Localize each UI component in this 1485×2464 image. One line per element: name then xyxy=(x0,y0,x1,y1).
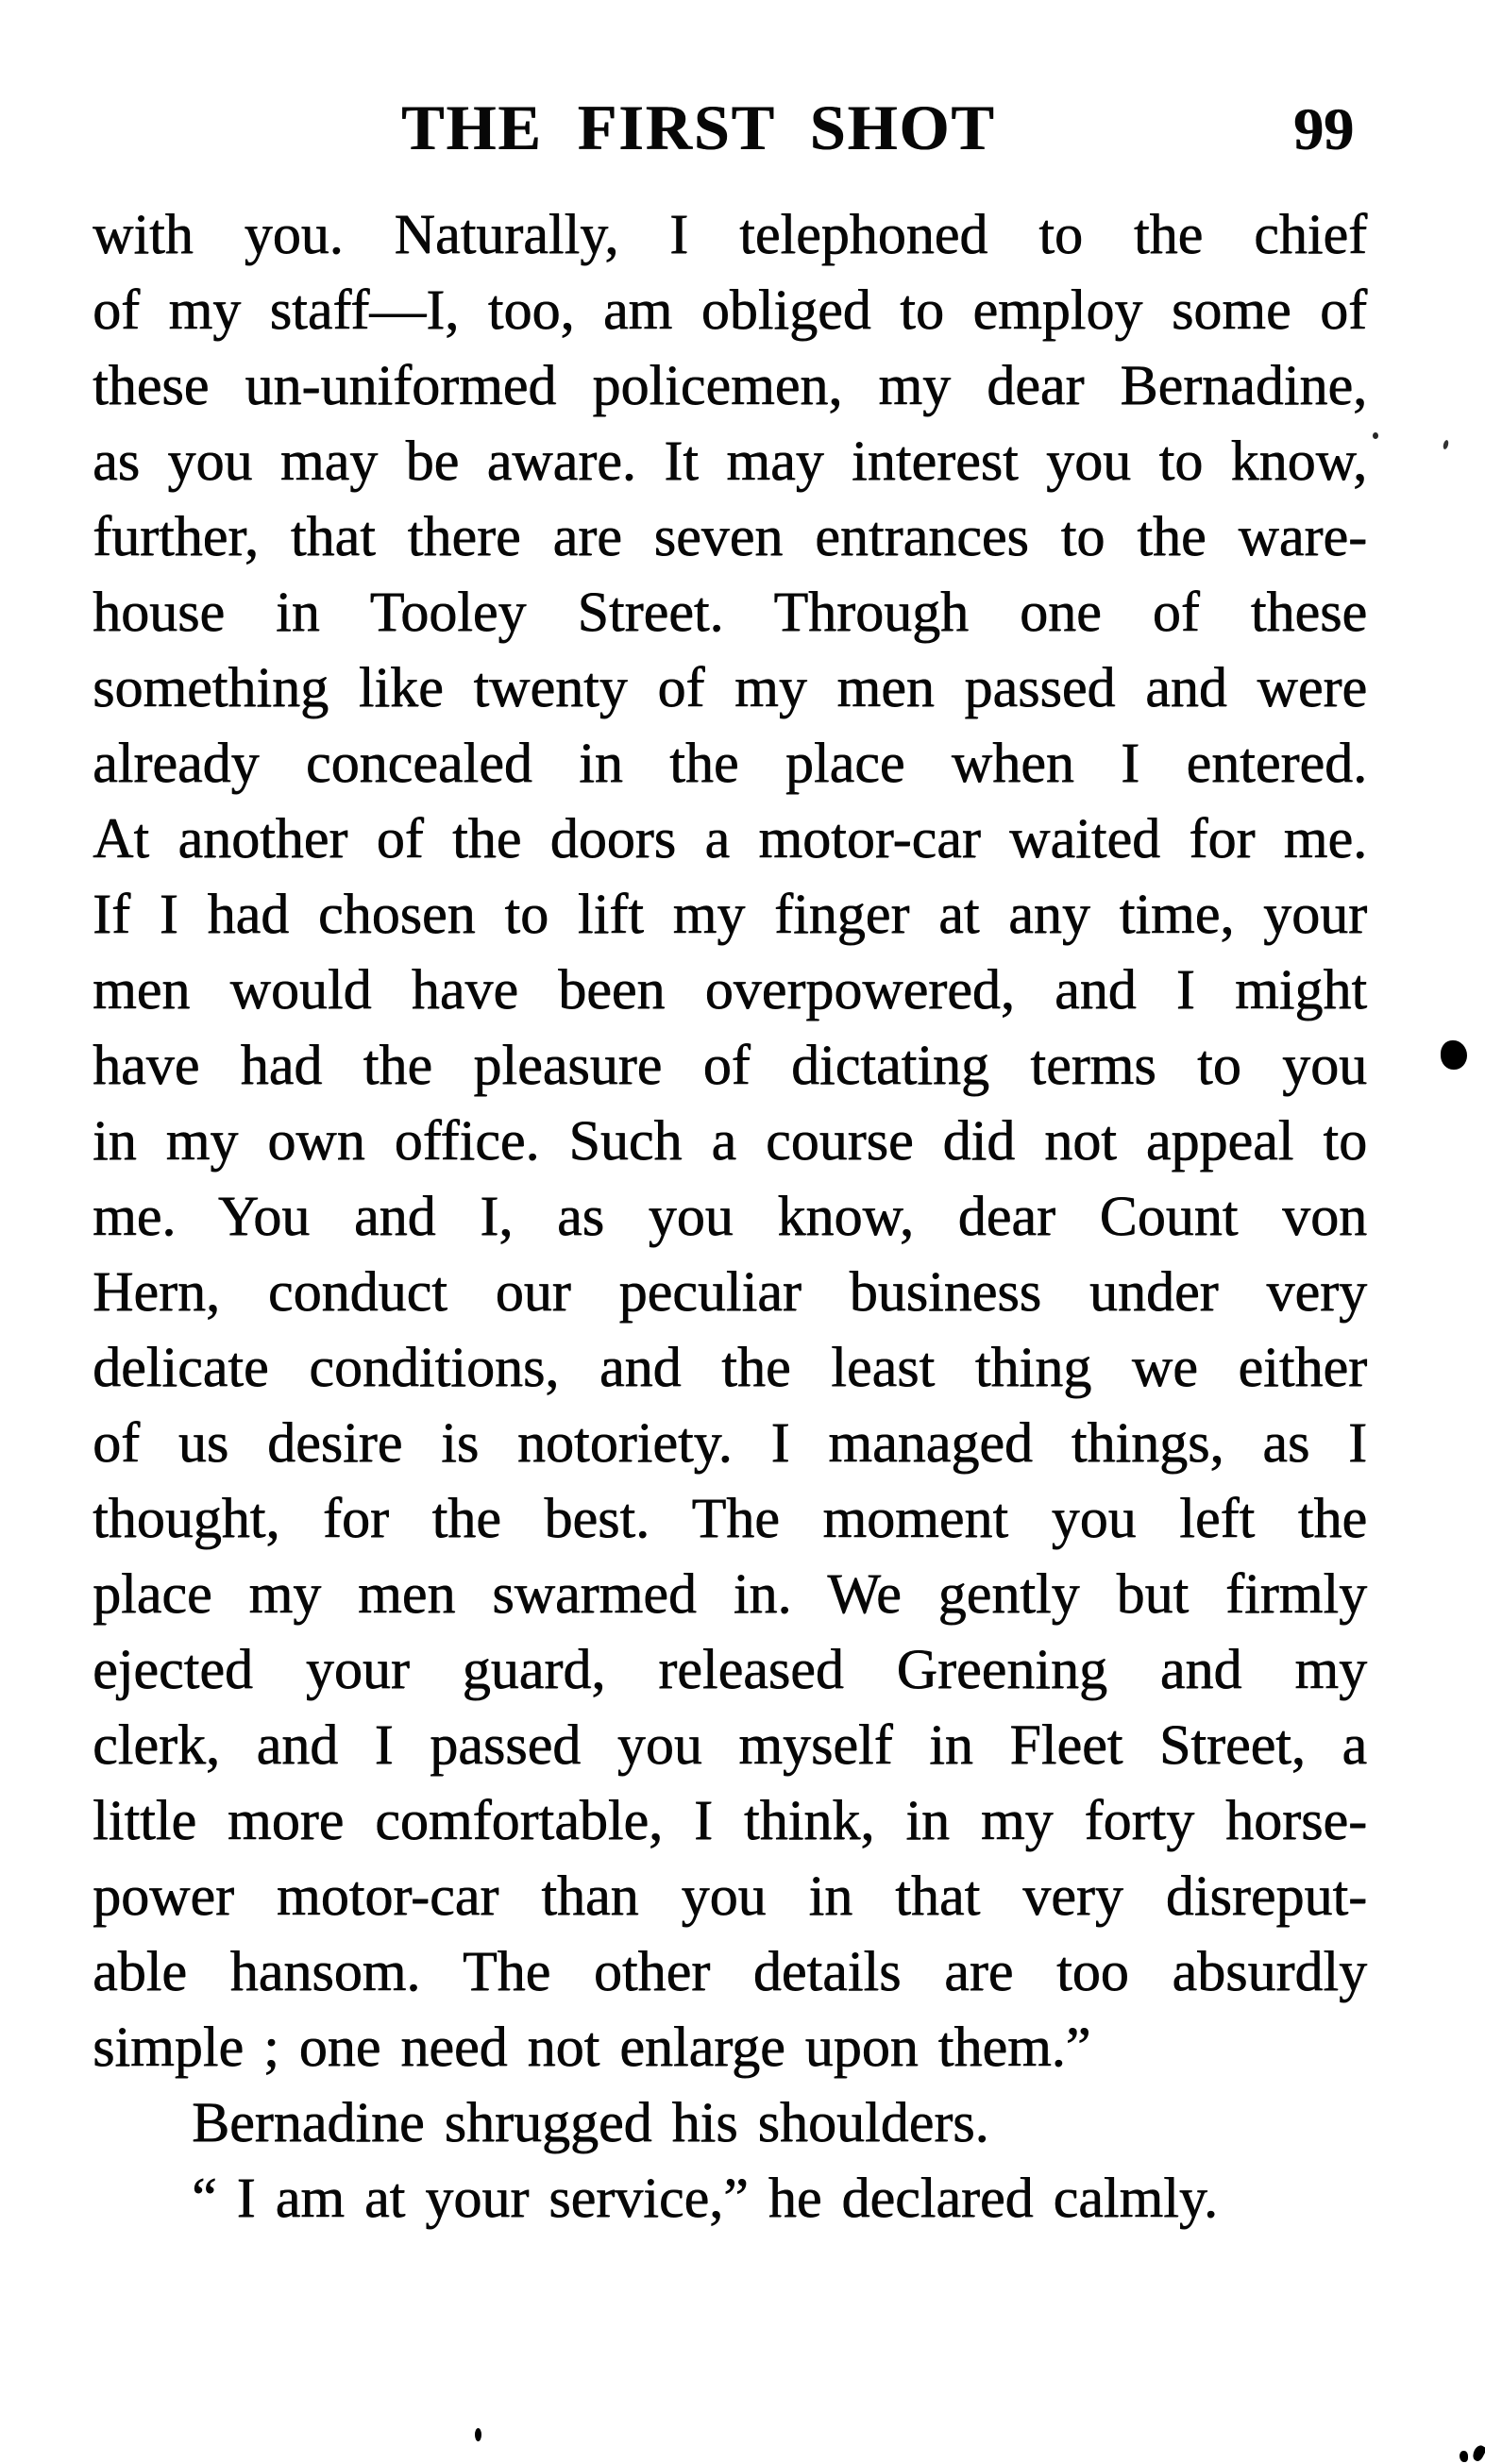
text-line: simple ; one need not enlarge upon them.” xyxy=(93,2016,1091,2078)
text-line: clerk, and I passed you myself in Fleet Street, a xyxy=(93,1713,1367,1776)
text-line: able hansom. The other details are too absurdly xyxy=(93,1940,1367,2002)
text-line: little more comfortable, I think, in my forty horse- xyxy=(93,1789,1367,1851)
ink-speck xyxy=(1373,432,1378,439)
text-line: of my staff—I, too, am obliged to employ some of xyxy=(93,278,1367,341)
text-line: If I had chosen to lift my finger at any time, your xyxy=(93,883,1367,945)
text-line: At another of the doors a motor-car waited for me. xyxy=(93,807,1367,869)
ink-speck xyxy=(475,2428,481,2441)
ink-speck xyxy=(1460,2451,1468,2462)
text-line: thought, for the best. The moment you left the xyxy=(93,1487,1367,1549)
ink-speck xyxy=(1471,2443,1485,2462)
page-text-block xyxy=(93,196,1367,2236)
text-line: already concealed in the place when I entered. xyxy=(93,732,1367,794)
text-line: house in Tooley Street. Through one of these xyxy=(93,581,1367,643)
text-line: something like twenty of my men passed and were xyxy=(93,656,1367,718)
text-line: delicate conditions, and the least thing we either xyxy=(93,1336,1367,1398)
text-line: in my own office. Such a course did not appeal to xyxy=(93,1109,1367,1172)
page-number: 99 xyxy=(1293,95,1354,162)
text-line: place my men swarmed in. We gently but firmly xyxy=(93,1562,1367,1625)
ink-speck xyxy=(1443,440,1449,450)
running-header-title: THE FIRST SHOT xyxy=(401,92,996,163)
text-line: as you may be aware. It may interest you to know, xyxy=(93,430,1367,492)
text-line: have had the pleasure of dictating terms to you xyxy=(93,1034,1367,1096)
text-line: Bernadine shrugged his shoulders. xyxy=(192,2091,989,2153)
text-line: me. You and I, as you know, dear Count von xyxy=(93,1185,1367,1247)
text-line: of us desire is notoriety. I managed things, as I xyxy=(93,1411,1367,1474)
text-line: these un-uniformed policemen, my dear Bernadine, xyxy=(93,354,1367,416)
text-line: with you. Naturally, I telephoned to the chief xyxy=(93,203,1367,265)
ink-dot-right-margin xyxy=(1441,1040,1467,1070)
text-line: Hern, conduct our peculiar business under very xyxy=(93,1260,1367,1323)
text-line: power motor-car than you in that very disreput- xyxy=(93,1865,1367,1927)
text-line: men would have been overpowered, and I might xyxy=(93,958,1367,1021)
text-line: further, that there are seven entrances to the ware- xyxy=(93,505,1367,567)
text-line: “ I am at your service,” he declared calmly. xyxy=(192,2167,1218,2229)
text-line: ejected your guard, released Greening and my xyxy=(93,1638,1367,1700)
